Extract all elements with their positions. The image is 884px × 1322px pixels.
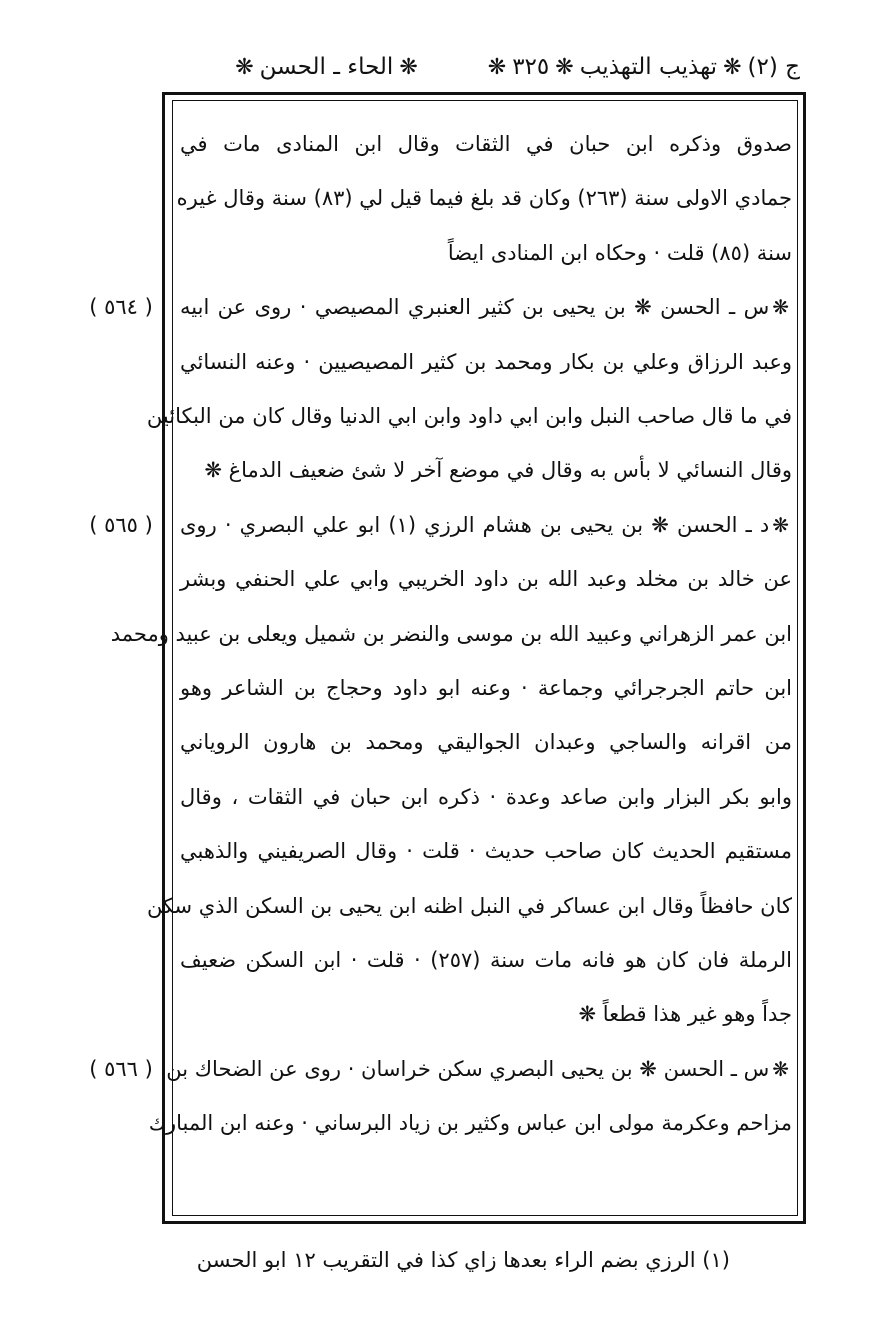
text-line-content: جمادي الاولى سنة (٢٦٣) وكان قد بلغ فيما قيل لي (٨٣) سنة وقال غيره xyxy=(176,186,792,211)
footnote: (١) الرزي بضم الراء بعدها زاي كذا في التقريب ١٢ ابو الحسن xyxy=(196,1248,730,1272)
text-line xyxy=(180,770,792,824)
text-line-content: مستقيم الحديث كان صاحب حديث · قلت · وقال الصريفيني والذهبي xyxy=(180,839,792,864)
text-line-content: مزاحم وعكرمة مولى ابن عباس وكثير بن زياد البرساني · وعنه ابن المبارك xyxy=(148,1111,792,1136)
text-line-content: في ما قال صاحب النبل وابن ابي داود وابن ابي الدنيا وقال كان من البكائين xyxy=(146,404,792,428)
text-line xyxy=(146,389,792,443)
entry-number: ( ٥٦٤ ) xyxy=(89,295,153,320)
text-line-content: ابن حاتم الجرجرائي وجماعة · وعنه ابو داود وحجاج بن الشاعر وهو xyxy=(180,676,792,700)
page-header xyxy=(160,42,800,92)
entry-number: ( ٥٦٥ ) xyxy=(89,512,153,537)
entry-number: ( ٥٦٦ ) xyxy=(89,1056,153,1081)
text-line-content: سنة (٨٥) قلت · وحكاه ابن المنادى ايضاً xyxy=(447,240,792,265)
text-line xyxy=(180,552,792,606)
text-line xyxy=(180,226,792,280)
text-line xyxy=(180,987,792,1041)
text-line-content: وقال النسائي لا بأس به وقال في موضع آخر لا شئ ضعيف الدماغ ❋ xyxy=(204,458,792,483)
ornament-icon: ❋ xyxy=(723,54,742,80)
text-line xyxy=(180,824,792,878)
text-line-content: صدوق وذكره ابن حبان في الثقات وقال ابن المنادى مات في xyxy=(180,132,792,156)
text-line-content: د ـ الحسن ❋ بن يحيى بن هشام الرزي (١) ابو علي البصري · روى xyxy=(180,512,770,537)
text-line xyxy=(180,443,792,497)
text-line-content: س ـ الحسن ❋ بن يحيى البصري سكن خراسان · روى عن الضحاك بن xyxy=(166,1056,770,1081)
entry-ornament-icon: ❋ xyxy=(772,512,789,537)
text-line xyxy=(180,335,792,389)
text-line-content: الرملة فان كان هو فانه مات سنة (٢٥٧) · قلت · ابن السكن ضعيف xyxy=(180,948,792,972)
page-number: ٣٢٥ xyxy=(512,54,550,80)
text-line xyxy=(180,661,792,715)
text-line-content: من اقرانه والساجي وعبدان الجواليقي ومحمد بن هارون الروياني xyxy=(180,730,792,755)
text-line xyxy=(110,607,792,661)
ornament-icon: ❋ xyxy=(555,54,574,80)
text-line-content: كان حافظاً وقال ابن عساكر في النبل اظنه ابن يحيى بن السكن الذي سكن xyxy=(146,893,792,918)
text-line-content: جداً وهو غير هذا قطعاً ❋ xyxy=(578,1002,792,1027)
ornament-icon: ❋ xyxy=(235,54,254,80)
text-line xyxy=(180,715,792,769)
chapter-title: الحاء ـ الحسن xyxy=(259,54,394,80)
text-line xyxy=(148,1096,792,1150)
text-line-content: وابو بكر البزار وابن صاعد وعدة · ذكره ابن حبان في الثقات ، وقال xyxy=(180,784,792,809)
text-line xyxy=(180,280,792,334)
entry-ornament-icon: ❋ xyxy=(772,1056,789,1081)
text-line xyxy=(166,1042,792,1096)
volume-number: ج (٢) xyxy=(747,54,800,80)
text-line-content: ابن عمر الزهراني وعبيد الله بن موسى والنضر بن شميل ويعلى بن عبيد ومحمد xyxy=(110,621,792,646)
text-line xyxy=(176,171,792,225)
text-line-content: عن خالد بن مخلد وعبد الله بن داود الخريبي وابي علي الحنفي وبشر xyxy=(180,567,792,592)
ornament-icon: ❋ xyxy=(487,54,507,80)
text-line xyxy=(146,879,792,933)
text-line-content: س ـ الحسن ❋ بن يحيى بن كثير العنبري المصيصي · روى عن ابيه xyxy=(180,295,770,320)
book-title: تهذيب التهذيب xyxy=(579,54,718,80)
text-line xyxy=(180,117,792,171)
ornament-icon: ❋ xyxy=(399,54,418,80)
text-line xyxy=(180,498,792,552)
text-line xyxy=(180,933,792,987)
text-line-content: وعبد الرزاق وعلي بن بكار ومحمد بن كثير المصيصيين · وعنه النسائي xyxy=(180,349,792,374)
entry-ornament-icon: ❋ xyxy=(772,295,789,320)
